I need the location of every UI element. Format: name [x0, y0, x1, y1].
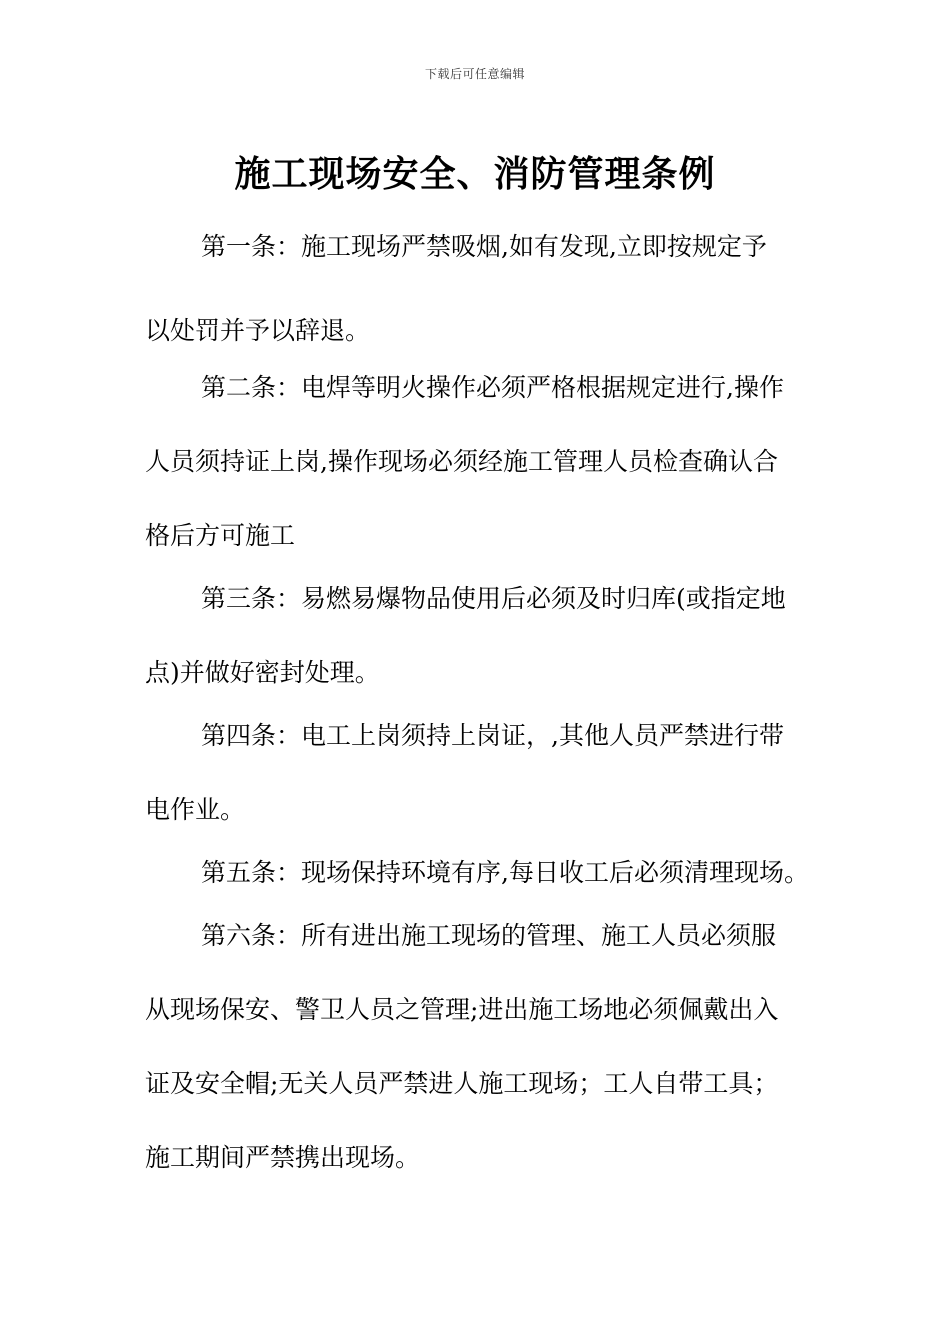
article-5-line-1: 第五条：现场保持环境有序,每日收工后必须清理现场。: [201, 858, 809, 887]
header-note: 下载后可任意编辑: [424, 67, 525, 81]
article-3-line-1: 第三条：易燃易爆物品使用后必须及时归库(或指定地: [201, 584, 786, 613]
article-4-line-1: 第四条：电工上岗须持上岗证，,其他人员严禁进行带: [201, 721, 784, 750]
article-2-line-2: 人员须持证上岗,操作现场必须经施工管理人员检查确认合: [145, 447, 778, 476]
article-1-line-2: 以处罚并予以辞退。: [145, 316, 371, 345]
article-3-line-2: 点)并做好密封处理。: [145, 658, 380, 687]
article-1-line-1: 第一条：施工现场严禁吸烟,如有发现,立即按规定予: [201, 232, 767, 261]
article-6-line-3: 证及安全帽;无关人员严禁进人施工现场；工人自带工具；: [145, 1069, 779, 1098]
article-6-line-4: 施工期间严禁携出现场。: [145, 1143, 421, 1172]
article-4-line-2: 电作业。: [145, 795, 246, 824]
document-title: 施工现场安全、消防管理条例: [234, 153, 716, 195]
article-6-line-2: 从现场保安、警卫人员之管理;进出施工场地必须佩戴出入: [145, 995, 779, 1024]
article-6-line-1: 第六条：所有进出施工现场的管理、施工人员必须服: [201, 921, 777, 950]
article-2-line-3: 格后方可施工: [145, 521, 296, 550]
article-2-line-1: 第二条：电焊等明火操作必须严格根据规定进行,操作: [201, 373, 784, 402]
